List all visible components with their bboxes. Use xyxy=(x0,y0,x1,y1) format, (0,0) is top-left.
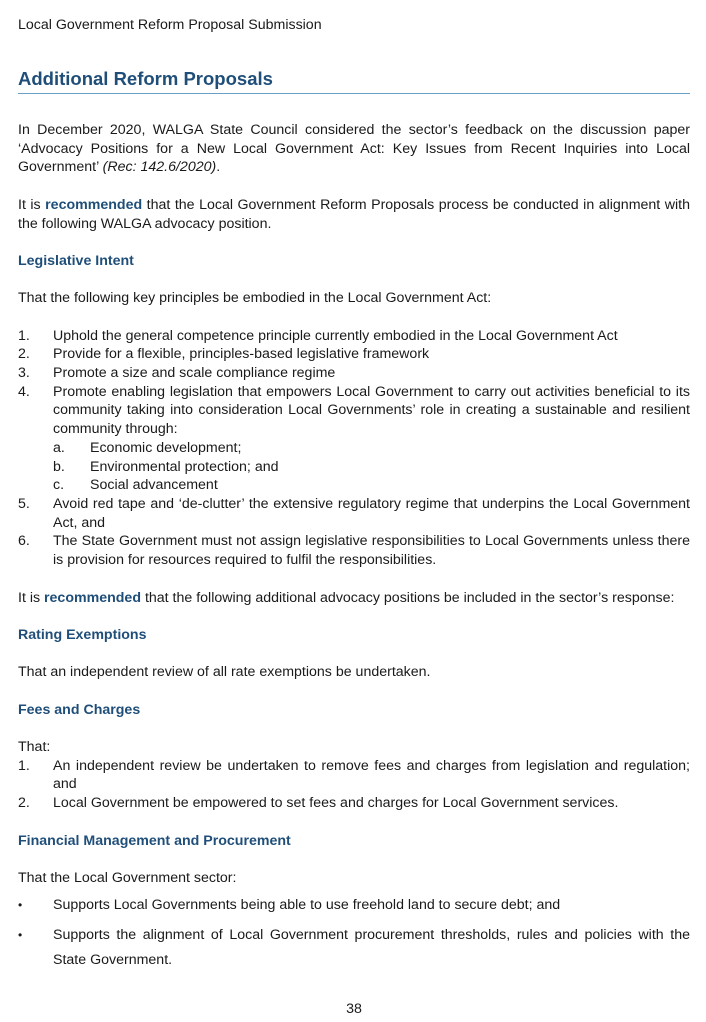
list-number: 3. xyxy=(18,365,30,382)
document-page xyxy=(18,0,690,1022)
bullet-icon: • xyxy=(18,897,23,912)
sub-list-letter: b. xyxy=(53,458,65,475)
list-number: 2. xyxy=(18,346,30,363)
sub-list-item xyxy=(53,439,690,458)
financial-management-list xyxy=(18,893,690,973)
list-text: The State Government must not assign legislative responsibilities to Local Governments unless there is provision for resources required to fulfil the responsibilities. xyxy=(53,533,690,569)
intro-paragraph xyxy=(18,121,690,177)
fees-charges-lead: That: xyxy=(18,739,51,756)
list-item xyxy=(18,532,690,569)
list-text: Supports Local Governments being able to use freehold land to secure debt; and xyxy=(53,896,561,913)
running-header: Local Government Reform Proposal Submission xyxy=(18,17,322,33)
recommendation-paragraph xyxy=(18,196,690,233)
sub-list-text: Economic development; xyxy=(90,439,242,456)
financial-management-heading: Financial Management and Procurement xyxy=(18,832,291,849)
fees-charges-heading: Fees and Charges xyxy=(18,701,141,718)
additional-recommendation-paragraph xyxy=(18,589,690,608)
list-number: 4. xyxy=(18,383,30,400)
recommendation-text: that the Local Government Reform Proposals process be conducted in alignment with the following WALGA advocacy position. xyxy=(18,196,690,232)
rating-exemptions-heading: Rating Exemptions xyxy=(18,626,147,643)
financial-management-lead: That the Local Government sector: xyxy=(18,869,237,886)
intro-text: In December 2020, WALGA State Council considered the sector’s feedback on the discussion paper ‘Advocacy Positions for a New Local Government Act: Key Issues from Recent Inquiries into Local Government’ xyxy=(18,122,690,176)
page-content xyxy=(18,121,690,973)
recommendation-reference: (Rec: 142.6/2020) xyxy=(102,159,217,176)
list-text: Uphold the general competence principle currently embodied in the Local Government Act xyxy=(53,327,618,344)
list-number: 6. xyxy=(18,533,30,550)
legislative-intent-lead: That the following key principles be embodied in the Local Government Act: xyxy=(18,290,492,307)
list-number: 5. xyxy=(18,496,30,512)
list-item xyxy=(18,794,690,813)
recommendation-text: that the following additional advocacy positions be included in the sector’s response: xyxy=(141,589,675,606)
sub-list-item xyxy=(53,458,690,477)
section-title: Additional Reform Proposals xyxy=(18,68,690,94)
list-text: Provide for a flexible, principles-based legislative framework xyxy=(53,346,430,363)
list-text: Local Government be empowered to set fees and charges for Local Government services. xyxy=(53,795,619,812)
recommendation-prefix: It is xyxy=(18,196,46,213)
list-text: Avoid red tape and ‘de-clutter’ the extensive regulatory regime that underpins the Local Government Act, and xyxy=(53,496,690,531)
sub-list-item xyxy=(53,476,690,495)
list-text: An independent review be undertaken to remove fees and charges from legislation and regulation; and xyxy=(53,757,690,793)
list-text: Promote enabling legislation that empowers Local Government to carry out activities beneficial to its community taking into consideration Local Governments’ role in creating a sustainable and resilient community through: xyxy=(53,383,690,438)
sub-list-text: Environmental protection; and xyxy=(90,458,279,475)
list-number: 1. xyxy=(18,757,30,774)
list-text: Promote a size and scale compliance regime xyxy=(53,365,336,382)
recommended-emphasis: recommended xyxy=(44,589,141,606)
list-number: 2. xyxy=(18,795,30,812)
fees-charges-list xyxy=(18,757,690,813)
list-item xyxy=(18,345,690,364)
list-item xyxy=(18,893,690,918)
rating-exemptions-text: That an independent review of all rate exemptions be undertaken. xyxy=(18,664,431,681)
list-text: Supports the alignment of Local Government procurement thresholds, rules and policies with the State Government. xyxy=(53,926,690,968)
list-item xyxy=(18,923,690,973)
sub-list-text: Social advancement xyxy=(90,477,218,494)
sub-list-letter: a. xyxy=(53,439,65,456)
legislative-intent-heading: Legislative Intent xyxy=(18,252,134,269)
bullet-icon: • xyxy=(18,927,23,942)
list-item xyxy=(18,383,690,495)
list-number: 1. xyxy=(18,327,30,344)
list-item xyxy=(18,495,690,532)
list-item xyxy=(18,327,690,346)
list-item xyxy=(18,364,690,383)
intro-end: . xyxy=(216,159,221,176)
principles-list xyxy=(18,327,690,570)
sub-list-letter: c. xyxy=(53,477,65,494)
page-number: 38 xyxy=(346,1001,362,1017)
recommendation-prefix: It is xyxy=(18,589,45,606)
recommended-emphasis: recommended xyxy=(45,196,143,213)
list-item xyxy=(18,757,690,794)
sub-list xyxy=(53,439,690,495)
